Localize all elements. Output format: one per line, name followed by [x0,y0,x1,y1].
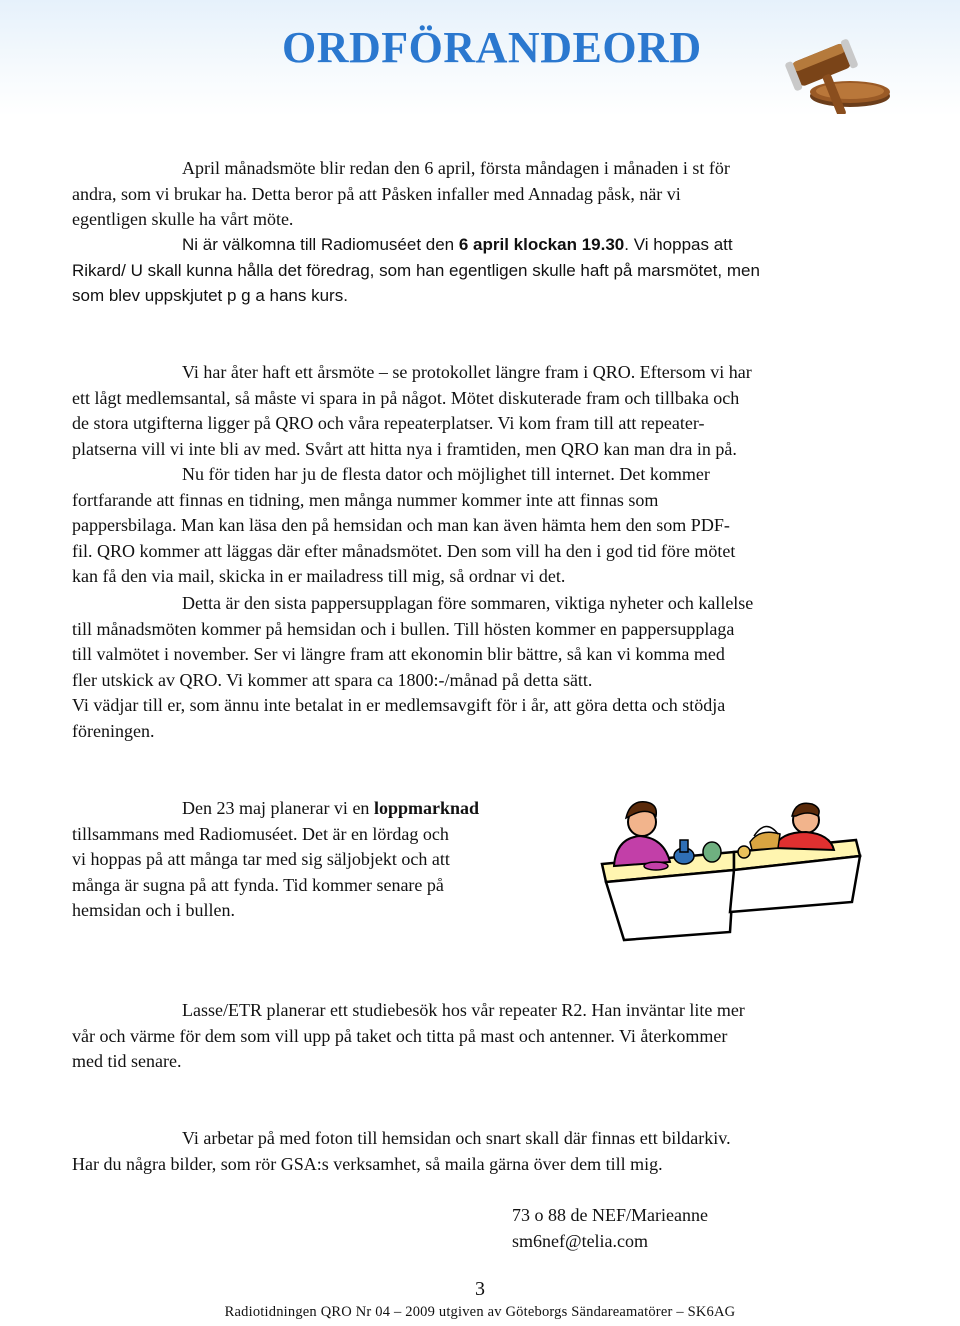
paragraph-photos [72,1126,872,1177]
paragraph-flea-market [72,796,552,924]
text-line: vi hoppas på att många tar med sig säljobjekt och att [72,849,450,869]
paragraph-study-visit [72,998,872,1075]
text-line: Nu för tiden har ju de flesta dator och möjlighet till internet. Det kommer [182,464,710,484]
text-line: Den 23 maj planerar vi en [182,798,374,818]
text-line: föreningen. [72,720,155,741]
text-line: hemsidan och i bullen. [72,900,235,920]
text-line: ett lågt medlemsantal, så måste vi spara in på något. Mötet diskuterade fram och tillbaka och [72,387,740,408]
text-line: många är sugna på att fynda. Tid kommer senare på [72,874,444,895]
text-line: fil. QRO kommer att läggas där efter månadsmötet. Den som vill ha den i god tid före mötet [72,540,736,561]
text-line: Vi arbetar på med foton till hemsidan och snart skall där finnas ett bildarkiv. [182,1128,731,1148]
signature [512,1202,708,1254]
text-line: som blev uppskjutet p g a hans kurs. [72,286,348,305]
text-line: . Vi hoppas att [624,235,733,254]
text-line: fler utskick av QRO. Vi kommer att spara ca 1800:-/månad på detta sätt. [72,669,593,690]
text-line: de stora utgifterna ligger på QRO och våra repeaterplatser. Vi kom fram till att repeater- [72,413,705,433]
signature-email: sm6nef@telia.com [512,1231,649,1251]
text-line: med tid senare. [72,1051,182,1071]
text-line: platserna vill vi inte bli av med. Svårt att hitta nya i framtiden, men QRO kan man dra in på. [72,438,737,459]
text-line: egentligen skulle ha vårt möte. [72,209,294,229]
text-line: till valmötet i november. Ser vi längre fram att ekonomin blir bättre, så kan vi komma med [72,644,725,664]
gavel-icon [776,18,896,114]
paragraph-last-paper-edition [72,591,872,744]
text-line: kan få den via mail, skicka in er mailadress till mig, så ordnar vi det. [72,566,566,586]
flea-market-label: loppmarknad [373,798,479,818]
text-line: till månadsmöten kommer på hemsidan och i bullen. Till hösten kommer en pappersupplaga [72,618,735,639]
text-line: Rikard/ U skall kunna hålla det föredrag, som han egentligen skulle haft på marsmötet, men [72,260,760,280]
text-line: Detta är den sista pappersupplagan före sommaren, viktiga nyheter och kallelse [182,593,754,613]
text-line: Vi vädjar till er, som ännu inte betalat in er medlemsavgift för i år, att göra detta och stödja [72,695,726,715]
paragraph-april-meeting [72,156,872,233]
text-line: tillsammans med Radiomuséet. Det är en lördag och [72,823,449,844]
text-line: Ni är välkomna till Radiomuséet den [182,235,459,254]
paragraph-internet [72,462,872,590]
text-line: pappersbilaga. Man kan läsa den på hemsidan och man kan även hämta hem den som PDF- [72,515,730,535]
page-number: 3 [475,1278,485,1300]
page-title: ORDFÖRANDEORD [282,23,702,72]
text-line: Lasse/ETR planerar ett studiebesök hos vår repeater R2. Han inväntar lite mer [182,1000,745,1020]
text-line: Vi har åter haft ett årsmöte – se protokollet längre fram i QRO. Eftersom vi har [182,362,752,382]
text-line: fortfarande att finnas en tidning, men många nummer kommer inte att finnas som [72,489,659,510]
meeting-time: 6 april klockan 19.30 [458,235,625,254]
page-header [0,0,960,116]
page-footer: Radiotidningen QRO Nr 04 – 2009 utgiven av Göteborgs Sändareamatörer – SK6AG [224,1304,736,1320]
text-line: andra, som vi brukar ha. Detta beror på att Påsken infaller med Annadag påsk, när vi [72,183,681,204]
flea-market-illustration [584,782,872,942]
text-line: vår och värme för dem som vill upp på taket och titta på mast och antenner. Vi återkommer [72,1025,728,1046]
signature-greeting: 73 o 88 de NEF/Marieanne [512,1205,708,1225]
paragraph-annual-meeting [72,360,872,462]
text-line: Har du några bilder, som rör GSA:s verksamhet, så maila gärna över dem till mig. [72,1153,663,1174]
paragraph-welcome [72,232,872,309]
text-line: April månadsmöte blir redan den 6 april, första måndagen i månaden i st för [182,158,730,178]
